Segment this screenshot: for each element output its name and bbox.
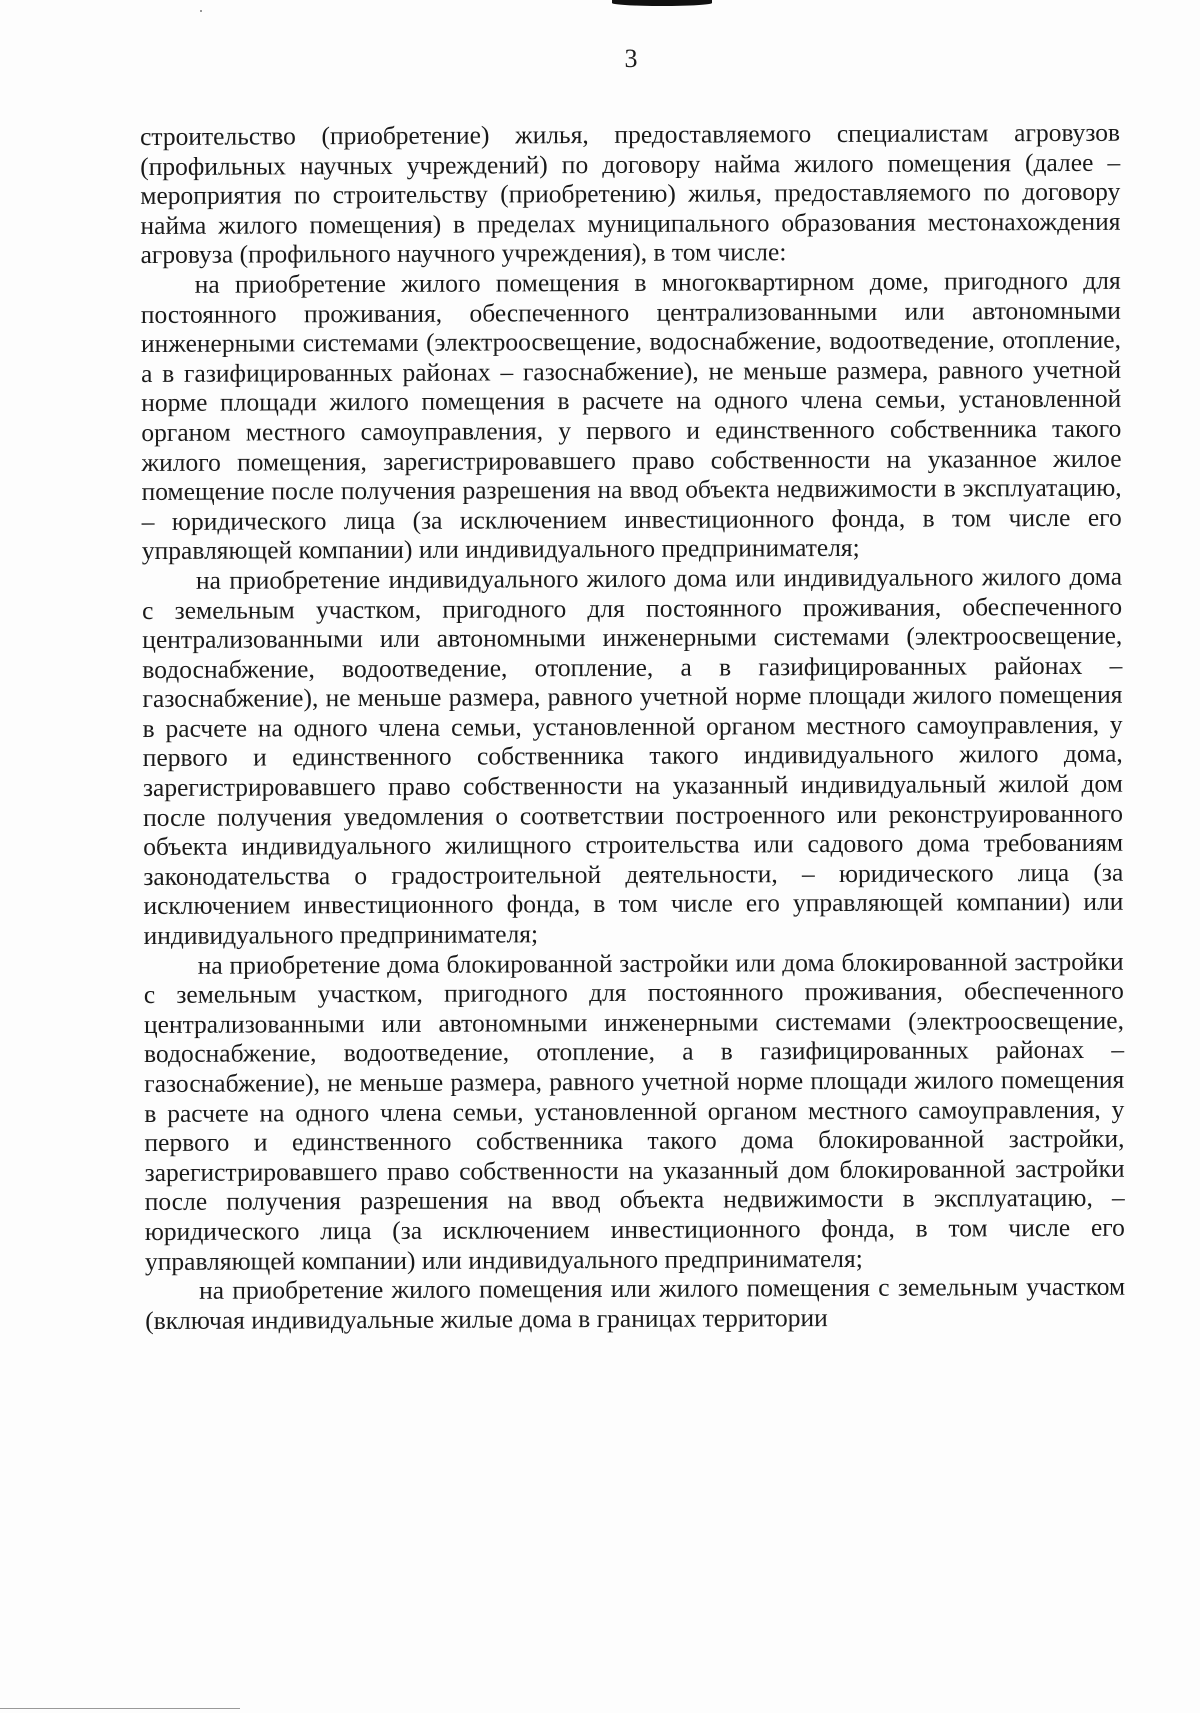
paragraph-individual-house-purchase: на приобретение индивидуального жилого дома или индивидуального жилого дома с земельным участком, пригодного для постоянного проживания, обеспеченного централизованными или автономными инженерными системами (электроосвещение, водоснабжение, водоотведение, отопление, а в газифицированных районах – газоснабжение), не меньше размера, равного учетной норме площади жилого помещения в расчете на одного члена семьи, установленной органом местного самоуправления, у первого и единственного собственника такого индивидуального жилого дома, зарегистрировавшего право собственности на указанный индивидуальный жилой дом после получения уведомления о соответствии построенного или реконструированного объекта индивидуального жилищного строительства или садового дома требованиям законодательства о градостроительной деятельности, – юридического лица (за исключением инвестиционного фонда, в том числе его управляющей компании) или индивидуального предпринимателя;	[142, 561, 1124, 951]
page-number: 3	[624, 44, 638, 73]
document-body	[140, 118, 1125, 1336]
paragraph-apartment-purchase: на приобретение жилого помещения в многоквартирном доме, пригодного для постоянного проживания, обеспеченного централизованными или автономными инженерными системами (электроосвещение, водоснабжение, водоотведение, отопление, а в газифицированных районах – газоснабжение), не меньше размера, равного учетной норме площади жилого помещения в расчете на одного члена семьи, установленной органом местного самоуправления, у первого и единственного собственника такого жилого помещения, зарегистрировавшего право собственности на указанное жилое помещение после получения разрешения на ввод объекта недвижимости в эксплуатацию, – юридического лица (за исключением инвестиционного фонда, в том числе его управляющей компании) или индивидуального предпринимателя;	[140, 265, 1122, 566]
paragraph-dwelling-with-land-purchase: на приобретение жилого помещения или жилого помещения с земельным участком (включая индивидуальные жилые дома в границах территории	[145, 1271, 1126, 1335]
scan-edge-line	[0, 1708, 240, 1709]
scan-speck	[200, 10, 202, 12]
scan-binding-mark	[612, 0, 712, 6]
paragraph-continuation: строительство (приобретение) жилья, предоставляемого специалистам агровузов (профильных научных учреждений) по договору найма жилого помещения (далее – мероприятия по строительству (приобретению) жилья, предоставляемого по договору найма жилого помещения) в пределах муниципального образования местонахождения агровуза (профильного научного учреждения), в том числе:	[140, 117, 1121, 270]
paragraph-blocked-house-purchase: на приобретение дома блокированной застройки или дома блокированной застройки с земельным участком, пригодного для постоянного проживания, обеспеченного централизованными или автономными инженерными системами (электроосвещение, водоснабжение, водоотведение, отопление, а в газифицированных районах – газоснабжение), не меньше размера, равного учетной норме площади жилого помещения в расчете на одного члена семьи, установленной органом местного самоуправления, у первого и единственного собственника такого дома блокированной застройки, зарегистрировавшего право собственности на указанный дом блокированной застройки после получения разрешения на ввод объекта недвижимости в эксплуатацию, – юридического лица (за исключением инвестиционного фонда, в том числе его управляющей компании) или индивидуального предпринимателя;	[143, 946, 1125, 1276]
